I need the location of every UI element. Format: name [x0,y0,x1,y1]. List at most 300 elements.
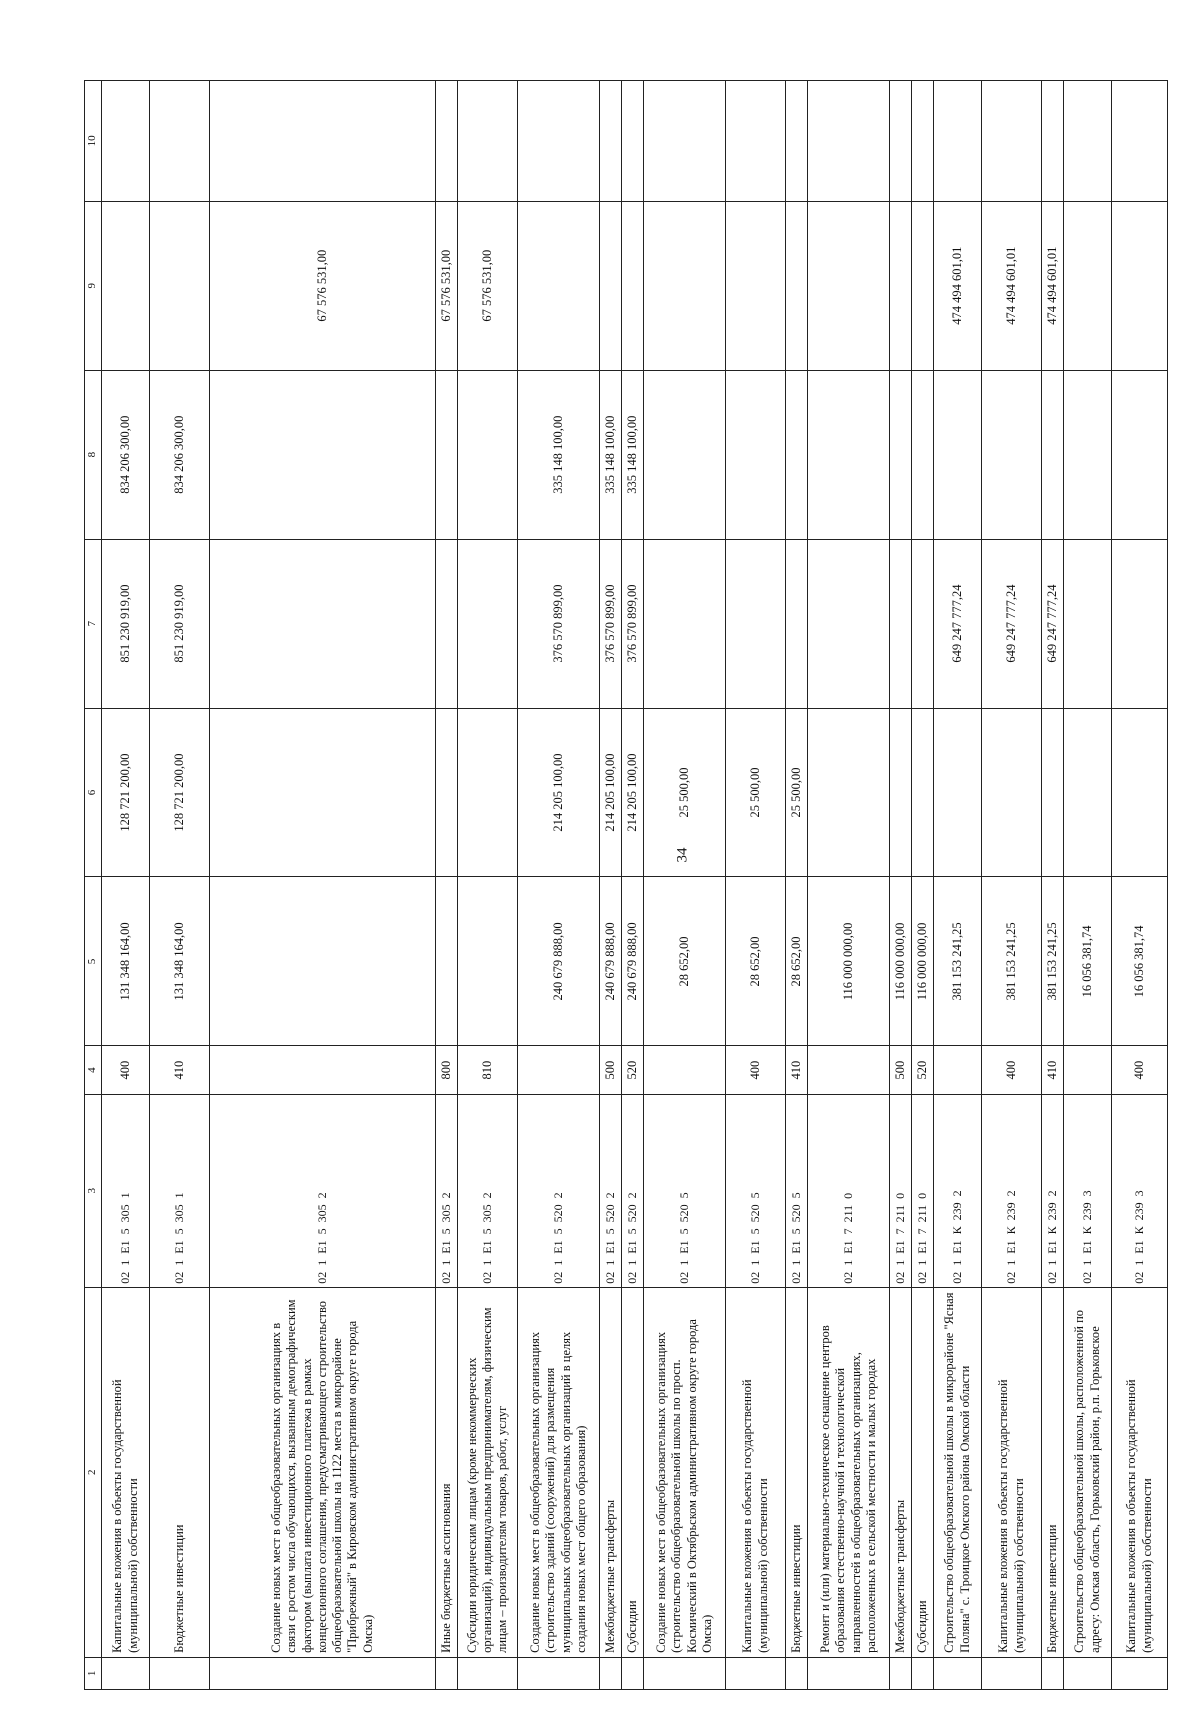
amount-cell [518,81,600,202]
code-part: 1 [625,1259,640,1266]
code-part: К [950,1226,965,1235]
amount-cell [458,539,518,708]
amount-cell [912,201,934,370]
target-code-cell [890,1094,912,1287]
row-name-cell: Ремонт и (или) материально-техническое оснащение центров образования естественно-научной и технологической направленностей в общеобразовательных организациях, расположенных в сельской местности и малых городах [808,1287,890,1657]
amount-cell [890,201,912,370]
code-part: 520 [748,1204,763,1223]
code-part: 1 [603,1259,618,1266]
amount-cell: 67 576 531,00 [210,201,436,370]
code-part: 7 [915,1228,930,1235]
code-part: К [1004,1226,1019,1235]
amount-cell [1064,201,1112,370]
amount-cell [912,539,934,708]
amount-cell [1064,539,1112,708]
code-part: 520 [551,1204,566,1223]
amount-cell [808,201,890,370]
code-part: 1 [172,1192,187,1199]
empty-cell [726,1657,786,1689]
rotated-page-content [84,80,1154,1690]
target-code-cell [150,1094,210,1287]
table-row [934,81,982,1690]
amount-cell [786,81,808,202]
expense-type-cell: 410 [150,1046,210,1094]
code-part: 305 [480,1204,495,1223]
amount-cell [518,201,600,370]
amount-cell: 649 247 777,24 [982,539,1042,708]
code-part: 1 [789,1259,804,1266]
code-part: E1 [1132,1240,1147,1254]
amount-cell [458,370,518,539]
code-part: 520 [603,1204,618,1223]
amount-cell: 214 205 100,00 [518,708,600,877]
amount-cell [210,708,436,877]
amount-cell [150,81,210,202]
code-part: 2 [315,1192,330,1199]
code-part: 02 [118,1271,133,1284]
amount-cell [726,370,786,539]
code-part: 211 [915,1204,930,1223]
amount-cell: 28 652,00 [644,877,726,1046]
code-parts [748,1095,763,1287]
code-part: 02 [480,1271,495,1284]
amount-cell [1064,81,1112,202]
header-cell: 9 [85,201,102,370]
code-part: 1 [315,1259,330,1266]
code-part: E1 [172,1240,187,1254]
budget-table [84,80,1168,1690]
table-row [210,81,436,1690]
amount-cell: 851 230 919,00 [150,539,210,708]
expense-type-cell: 400 [1112,1046,1168,1094]
table-row [726,81,786,1690]
header-row [85,81,102,1690]
row-name-cell: Создание новых мест в общеобразовательных организациях в связи с ростом числа обучающихся, вызванным демографическим фактором (выплата инвестиционного платежа в рамках концессионного соглашения, предусматривающего строительство общеобразовательной школы на 1122 места в микрорайоне "Прибрежный" в Кировском административном округе города Омска) [210,1287,436,1657]
code-part: 1 [841,1259,856,1266]
target-code-cell [1064,1094,1112,1287]
expense-type-cell [1064,1046,1112,1094]
expense-type-cell: 410 [1042,1046,1064,1094]
table-row [458,81,518,1690]
code-part: 1 [893,1259,908,1266]
table-row [644,81,726,1690]
row-name-cell: Капитальные вложения в объекты государственной (муниципальной) собственности [982,1287,1042,1657]
amount-cell: 335 148 100,00 [622,370,644,539]
code-part: К [1080,1226,1095,1235]
code-parts [1132,1095,1147,1287]
empty-cell [912,1657,934,1689]
code-part: 02 [439,1271,454,1284]
code-part: 1 [118,1192,133,1199]
code-part: 3 [1132,1190,1147,1197]
code-part: 02 [315,1271,330,1284]
row-name-cell: Капитальные вложения в объекты государственной (муниципальной) собственности [102,1287,150,1657]
amount-cell [436,81,458,202]
code-part: E1 [551,1240,566,1254]
amount-cell: 474 494 601,01 [982,201,1042,370]
amount-cell [1112,539,1168,708]
target-code-cell [982,1094,1042,1287]
code-parts [1080,1095,1095,1287]
target-code-cell [808,1094,890,1287]
amount-cell: 67 576 531,00 [458,201,518,370]
amount-cell [1112,708,1168,877]
code-part: 2 [950,1190,965,1197]
empty-cell [436,1657,458,1689]
row-name-cell: Строительство общеобразовательной школы, расположенной по адресу: Омская область, Горьковский район, р.п. Горьковское [1064,1287,1112,1657]
target-code-cell [726,1094,786,1287]
code-part: 5 [172,1228,187,1235]
code-part: 2 [1045,1190,1060,1197]
amount-cell [726,539,786,708]
amount-cell: 128 721 200,00 [150,708,210,877]
code-part: 1 [677,1259,692,1266]
code-part: E1 [1080,1240,1095,1254]
amount-cell: 649 247 777,24 [1042,539,1064,708]
code-part: 0 [841,1192,856,1199]
empty-cell [786,1657,808,1689]
amount-cell: 240 679 888,00 [622,877,644,1046]
empty-cell [1064,1657,1112,1689]
amount-cell: 649 247 777,24 [934,539,982,708]
empty-cell [808,1657,890,1689]
amount-cell [786,539,808,708]
code-part: E1 [841,1240,856,1254]
amount-cell: 381 153 241,25 [934,877,982,1046]
code-part: 02 [950,1271,965,1284]
amount-cell [890,370,912,539]
amount-cell [210,539,436,708]
table-row [982,81,1042,1690]
code-part: 02 [893,1271,908,1284]
amount-cell [982,370,1042,539]
code-part: 520 [677,1204,692,1223]
amount-cell [1112,201,1168,370]
amount-cell [102,201,150,370]
target-code-cell [622,1094,644,1287]
row-name-cell: Бюджетные инвестиции [1042,1287,1064,1657]
row-name-cell: Капитальные вложения в объекты государственной (муниципальной) собственности [726,1287,786,1657]
amount-cell [644,81,726,202]
target-code-cell [518,1094,600,1287]
amount-cell [458,708,518,877]
code-part: 239 [1080,1202,1095,1221]
code-part: E1 [480,1240,495,1254]
empty-cell [982,1657,1042,1689]
code-parts [950,1095,965,1287]
amount-cell [786,201,808,370]
amount-cell: 834 206 300,00 [102,370,150,539]
target-code-cell [786,1094,808,1287]
code-part: 02 [1045,1271,1060,1284]
amount-cell [644,201,726,370]
code-part: E1 [789,1240,804,1254]
code-part: 305 [439,1204,454,1223]
amount-cell: 25 500,00 [726,708,786,877]
code-part: 1 [551,1259,566,1266]
table-row [150,81,210,1690]
code-part: 5 [748,1228,763,1235]
table-row [808,81,890,1690]
amount-cell [644,370,726,539]
amount-cell: 25 500,00 [786,708,808,877]
code-parts [893,1095,908,1287]
amount-cell: 16 056 381,74 [1064,877,1112,1046]
expense-type-cell: 400 [102,1046,150,1094]
code-part: 1 [439,1259,454,1266]
code-part: К [1132,1226,1147,1235]
row-name-cell: Субсидии [622,1287,644,1657]
expense-type-cell [644,1046,726,1094]
empty-cell [622,1657,644,1689]
code-part: 239 [1004,1202,1019,1221]
table-row [1064,81,1112,1690]
code-part: E1 [915,1240,930,1254]
table-row [912,81,934,1690]
code-part: 3 [1080,1190,1095,1197]
code-parts [480,1095,495,1287]
code-parts [172,1095,187,1287]
code-part: 5 [439,1228,454,1235]
empty-cell [210,1657,436,1689]
amount-cell: 214 205 100,00 [622,708,644,877]
page-number: 34 [674,847,691,863]
amount-cell [1042,708,1064,877]
amount-cell [808,81,890,202]
target-code-cell [102,1094,150,1287]
amount-cell [600,81,622,202]
empty-cell [1112,1657,1168,1689]
code-part: 1 [480,1259,495,1266]
amount-cell [934,708,982,877]
code-part: 520 [789,1204,804,1223]
expense-type-cell [518,1046,600,1094]
amount-cell [102,81,150,202]
code-part: 2 [439,1192,454,1199]
amount-cell [726,201,786,370]
code-part: 305 [118,1204,133,1223]
code-part: 520 [625,1204,640,1223]
expense-type-cell: 400 [982,1046,1042,1094]
target-code-cell [210,1094,436,1287]
amount-cell: 28 652,00 [726,877,786,1046]
target-code-cell [1042,1094,1064,1287]
amount-cell [644,539,726,708]
table-row [600,81,622,1690]
code-part: 2 [480,1192,495,1199]
code-part: E1 [315,1240,330,1254]
amount-cell [1042,81,1064,202]
row-name-cell: Капитальные вложения в объекты государственной (муниципальной) собственности [1112,1287,1168,1657]
amount-cell [808,708,890,877]
code-part: 5 [677,1192,692,1199]
empty-cell [934,1657,982,1689]
row-name-cell: Создание новых мест в общеобразовательных организациях (строительство общеобразовательной школы по просп. Космический в Октябрьском административном округе города Омска) [644,1287,726,1657]
header-cell: 7 [85,539,102,708]
table-row [890,81,912,1690]
code-part: E1 [950,1240,965,1254]
amount-cell [890,708,912,877]
code-part: 239 [1132,1202,1147,1221]
row-name-cell: Субсидии юридическим лицам (кроме некоммерческих организаций), индивидуальным предпринимателям, физическим лицам – производителям товаров, работ, услуг [458,1287,518,1657]
code-part: E1 [603,1240,618,1254]
amount-cell [600,201,622,370]
amount-cell: 335 148 100,00 [518,370,600,539]
amount-cell [622,201,644,370]
code-part: E1 [1004,1240,1019,1254]
code-part: 5 [625,1228,640,1235]
amount-cell: 116 000 000,00 [912,877,934,1046]
amount-cell [786,370,808,539]
code-part: 02 [1004,1271,1019,1284]
amount-cell [1042,370,1064,539]
amount-cell [912,81,934,202]
code-part: 02 [625,1271,640,1284]
code-parts [789,1095,804,1287]
code-part: 5 [480,1228,495,1235]
amount-cell [808,539,890,708]
amount-cell [210,81,436,202]
table-row [786,81,808,1690]
code-part: 211 [841,1204,856,1223]
amount-cell: 240 679 888,00 [600,877,622,1046]
code-part: 1 [950,1259,965,1266]
expense-type-cell: 520 [912,1046,934,1094]
header-cell: 8 [85,370,102,539]
target-code-cell [644,1094,726,1287]
code-part: 1 [1004,1259,1019,1266]
code-parts [315,1095,330,1287]
empty-cell [458,1657,518,1689]
code-part: К [1045,1226,1060,1235]
target-code-cell [1112,1094,1168,1287]
code-part: 7 [841,1228,856,1235]
amount-cell: 116 000 000,00 [890,877,912,1046]
target-code-cell [436,1094,458,1287]
empty-cell [1042,1657,1064,1689]
expense-type-cell: 500 [600,1046,622,1094]
empty-cell [150,1657,210,1689]
amount-cell [890,539,912,708]
amount-cell: 834 206 300,00 [150,370,210,539]
amount-cell [436,370,458,539]
amount-cell: 376 570 899,00 [518,539,600,708]
amount-cell [808,370,890,539]
code-part: E1 [1045,1240,1060,1254]
expense-type-cell: 800 [436,1046,458,1094]
code-part: E1 [439,1240,454,1254]
target-code-cell [600,1094,622,1287]
expense-type-cell: 520 [622,1046,644,1094]
row-name-cell: Создание новых мест в общеобразовательных организациях (строительство зданий (сооружений) для размещения муниципальных общеобразовательных организаций в целях создания новых мест общего образования) [518,1287,600,1657]
table-row [436,81,458,1690]
code-part: 211 [893,1204,908,1223]
code-part: 1 [172,1259,187,1266]
code-part: E1 [118,1240,133,1254]
amount-cell: 376 570 899,00 [622,539,644,708]
table-row [1112,81,1168,1690]
amount-cell [890,81,912,202]
table-body [85,81,1168,1690]
empty-cell [890,1657,912,1689]
amount-cell [1064,708,1112,877]
amount-cell: 128 721 200,00 [102,708,150,877]
code-part: 02 [1080,1271,1095,1284]
amount-cell: 851 230 919,00 [102,539,150,708]
empty-cell [644,1657,726,1689]
amount-cell [436,539,458,708]
table-row [518,81,600,1690]
target-code-cell [934,1094,982,1287]
code-part: 0 [893,1192,908,1199]
code-parts [677,1095,692,1287]
amount-cell [1112,81,1168,202]
code-part: 239 [950,1202,965,1221]
code-part: E1 [677,1240,692,1254]
amount-cell: 214 205 100,00 [600,708,622,877]
code-parts [915,1095,930,1287]
code-parts [118,1095,133,1287]
code-part: 305 [315,1204,330,1223]
expense-type-cell [808,1046,890,1094]
expense-type-cell: 400 [726,1046,786,1094]
amount-cell [982,708,1042,877]
empty-cell [600,1657,622,1689]
row-name-cell: Строительство общеобразовательной школы в микрорайоне "Ясная Поляна" с. Троицкое Омского района Омской области [934,1287,982,1657]
amount-cell [934,81,982,202]
code-part: 2 [625,1192,640,1199]
amount-cell [210,877,436,1046]
amount-cell [1112,370,1168,539]
amount-cell [436,877,458,1046]
expense-type-cell [210,1046,436,1094]
code-part: 1 [118,1259,133,1266]
amount-cell: 25 500,00 [644,708,726,877]
table-row [102,81,150,1690]
amount-cell: 381 153 241,25 [1042,877,1064,1046]
amount-cell: 240 679 888,00 [518,877,600,1046]
header-cell: 1 [85,1657,102,1689]
target-code-cell [912,1094,934,1287]
amount-cell [458,877,518,1046]
row-name-cell: Бюджетные инвестиции [786,1287,808,1657]
code-part: 2 [603,1192,618,1199]
code-part: 1 [748,1259,763,1266]
code-part: 305 [172,1204,187,1223]
row-name-cell: Субсидии [912,1287,934,1657]
code-part: 02 [841,1271,856,1284]
empty-cell [518,1657,600,1689]
amount-cell: 28 652,00 [786,877,808,1046]
code-part: 0 [915,1192,930,1199]
code-part: 02 [1132,1271,1147,1284]
amount-cell: 116 000 000,00 [808,877,890,1046]
header-cell: 5 [85,877,102,1046]
code-part: 5 [315,1228,330,1235]
code-parts [841,1095,856,1287]
code-parts [439,1095,454,1287]
code-part: 02 [789,1271,804,1284]
header-cell: 2 [85,1287,102,1657]
amount-cell [150,201,210,370]
header-cell: 4 [85,1046,102,1094]
code-part: 7 [893,1228,908,1235]
target-code-cell [458,1094,518,1287]
code-parts [1004,1095,1019,1287]
code-part: 1 [915,1259,930,1266]
amount-cell [912,370,934,539]
amount-cell: 474 494 601,01 [934,201,982,370]
